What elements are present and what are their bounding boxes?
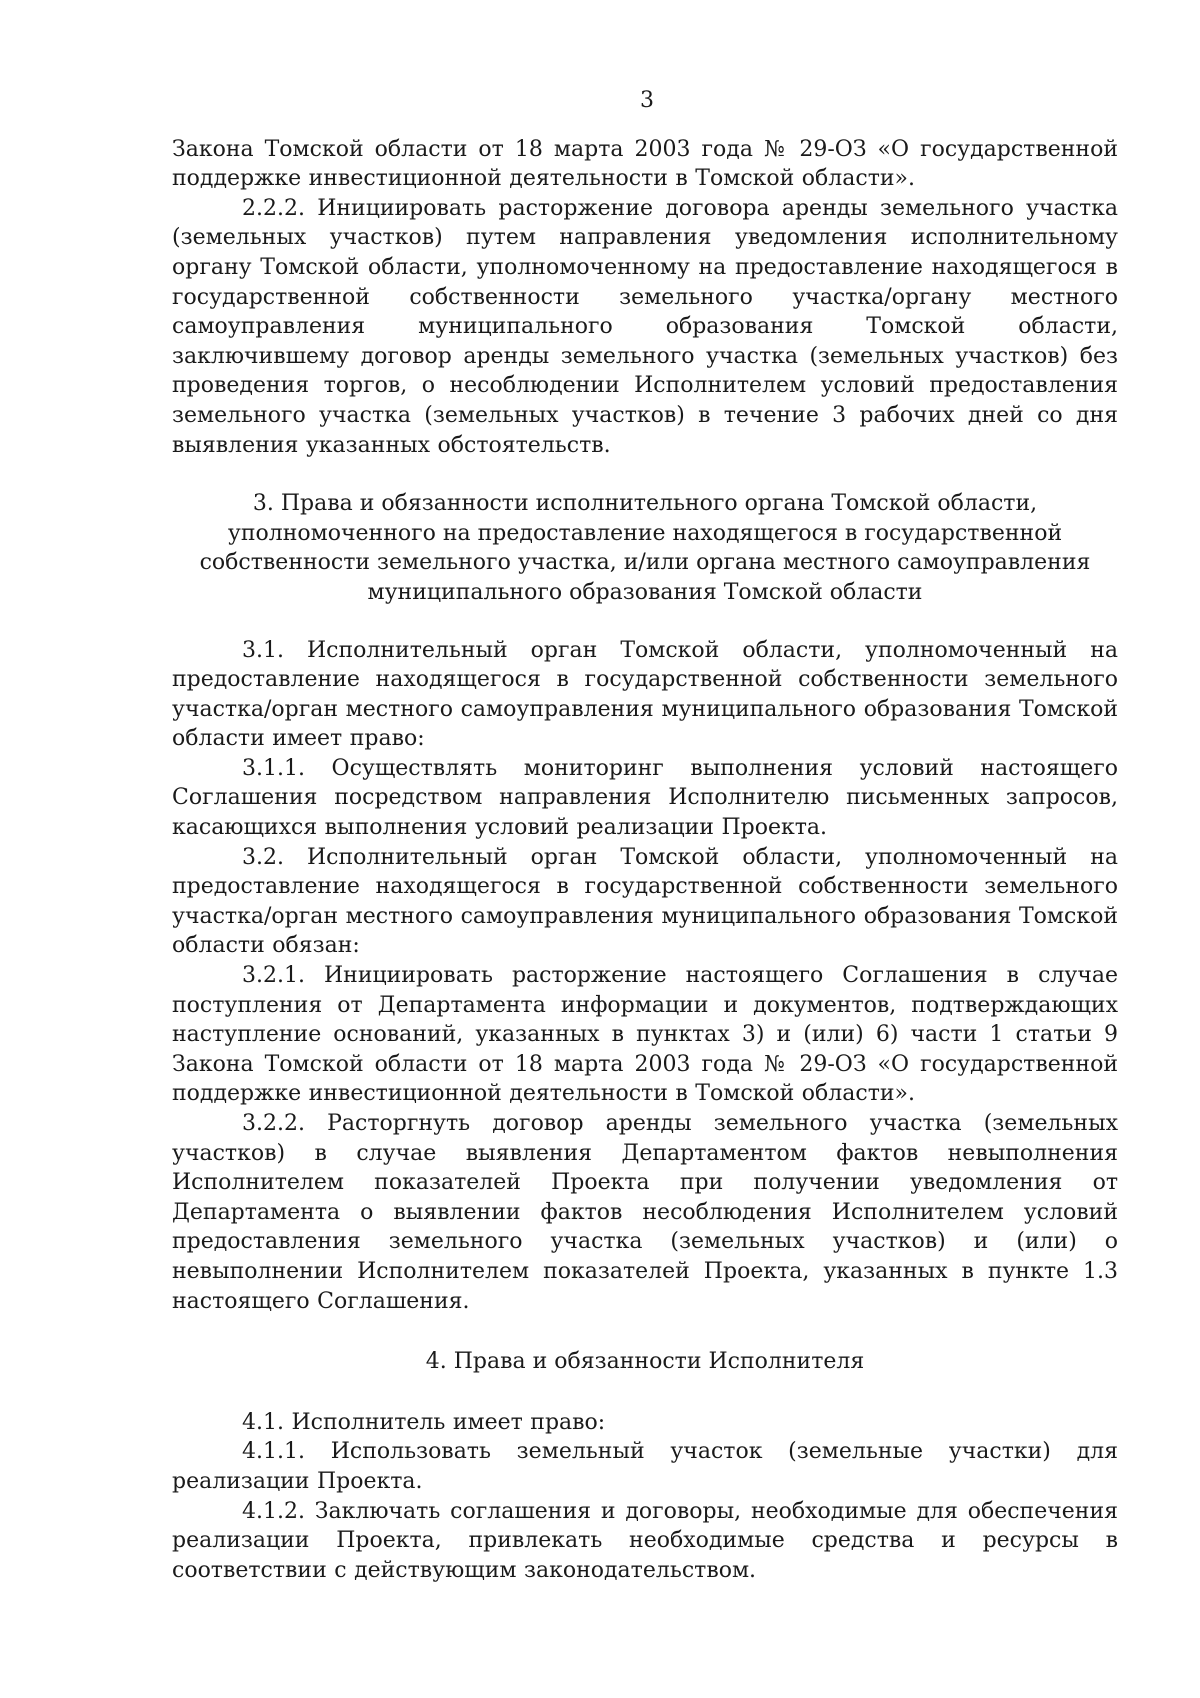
section-3-heading [172,489,1118,607]
section-4-heading: 4. Права и обязанности Исполнителя [425,1349,865,1375]
spacer [172,1316,1118,1347]
spacer [172,1377,1118,1408]
paragraph-4-1: 4.1. Исполнитель имеет право: [242,1409,606,1435]
paragraph-4-1-1: 4.1.1. Использовать земельный участок (земельные участки) для реализации Проекта. [172,1439,1118,1494]
page-number: 3 [640,88,654,113]
paragraph-law-reference: Закона Томской области от 18 марта 2003 года № 29-ОЗ «О государственной поддержке инвестиционной деятельности в Томской области». [172,136,1118,192]
section-heading-line: уполномоченного на предоставление находящегося в государственной [227,520,1063,546]
paragraph-3-2: 3.2. Исполнительный орган Томской области, уполномоченный на предоставление находящегося в государственной собственности земельного участка/орган местного самоуправления муниципального образования Томской области обязан: [172,844,1118,959]
paragraph-3-1-1: 3.1.1. Осуществлять мониторинг выполнения условий настоящего Соглашения посредством направления Исполнителю письменных запросов, касающихся выполнения условий реализации Проекта. [172,755,1118,841]
paragraph-2-2-2: 2.2.2. Инициировать расторжение договора аренды земельного участка (земельных участков) путем направления уведомления исполнительному органу Томской области, уполномоченному на предоставление находящегося в государственной собственности земельного участка/органу местного самоуправления муниципального образования Томской области, заключившему договор аренды земельного участка (земельных участков) без проведения торгов, о несоблюдении Исполнителем условий предоставления земельного участка (земельных участков) в течение 3 рабочих дней со дня выявления указанных обстоятельств. [172,195,1118,458]
section-heading-line: собственности земельного участка, и/или органа местного самоуправления [199,550,1091,576]
section-heading-line: муниципального образования Томской области [367,579,923,605]
spacer [172,608,1118,636]
paragraph-4-1-2: 4.1.2. Заключать соглашения и договоры, необходимые для обеспечения реализации Проекта, привлекать необходимые средства и ресурсы в соответствии с действующим законодательством. [172,1498,1118,1583]
spacer [172,460,1118,489]
paragraph-3-2-2: 3.2.2. Расторгнуть договор аренды земельного участка (земельных участков) в случае выявления Департаментом фактов невыполнения Исполнителем показателей Проекта при получении уведомления от Департамента о выявлении фактов несоблюдения Исполнителем условий предоставления земельного участка (земельных участков) и (или) о невыполнении Исполнителем показателей Проекта, указанных в пункте 1.3 настоящего Соглашения. [172,1111,1118,1314]
document-page [172,86,1118,1585]
paragraph-3-1: 3.1. Исполнительный орган Томской области, уполномоченный на предоставление находящегося в государственной собственности земельного участка/орган местного самоуправления муниципального образования Томской области имеет право: [172,637,1118,752]
paragraph-3-2-1: 3.2.1. Инициировать расторжение настоящего Соглашения в случае поступления от Департамента информации и документов, подтверждающих наступление оснований, указанных в пунктах 3) и (или) 6) части 1 статьи 9 Закона Томской области от 18 марта 2003 года № 29-ОЗ «О государственной поддержке инвестиционной деятельности в Томской области». [172,963,1118,1107]
section-heading-line: 3. Права и обязанности исполнительного органа Томской области, [252,491,1038,517]
